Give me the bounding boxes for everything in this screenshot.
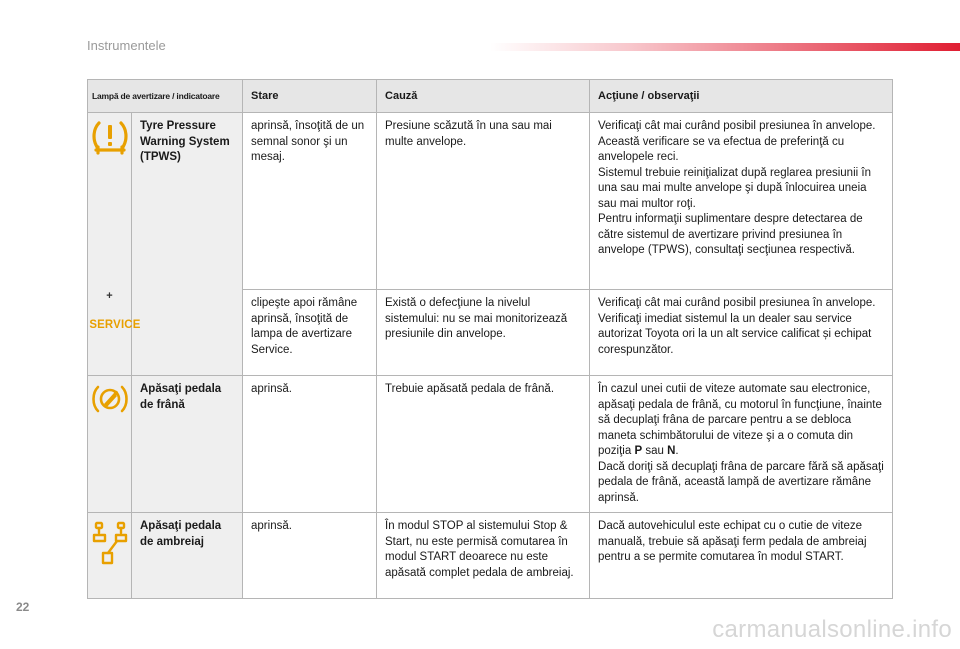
table-row bbox=[88, 513, 893, 599]
table-header-row bbox=[88, 80, 893, 113]
lamp-state: aprinsă, însoţită de un semnal sonor şi un mesaj. bbox=[243, 113, 377, 290]
lamp-icon-cell bbox=[88, 376, 132, 513]
action-line: Sistemul trebuie reiniţializat după reglarea presiunii în una sau mai multe anvelope şi după înlocuirea uneia sau mai multor roţi. bbox=[598, 166, 871, 210]
action-text: . bbox=[675, 445, 679, 457]
gear-n: N bbox=[667, 445, 676, 457]
header-action: Acţiune / observaţii bbox=[590, 80, 893, 113]
lamp-action bbox=[590, 290, 893, 376]
lamp-cause: Există o defecţiune la nivelul sistemului: nu se mai monitorizează presiunile din anvelope. bbox=[377, 290, 590, 376]
action-line: Această verificare se va efectua de preferinţă cu anvelopele reci. bbox=[598, 135, 845, 163]
table-row bbox=[88, 376, 893, 513]
action-line: Verificaţi cât mai curând posibil presiunea în anvelope. bbox=[598, 120, 876, 132]
table-row bbox=[88, 113, 893, 290]
service-warning-icon: SERVICE bbox=[89, 316, 141, 331]
header-cause: Cauză bbox=[377, 80, 590, 113]
lamp-state: clipeşte apoi rămâne aprinsă, însoţită de lampa de avertizare Service. bbox=[243, 290, 377, 376]
action-line: Verificaţi imediat sistemul la un dealer sau service autorizat Toyota ori la un alt service calificat și echipat corespunzător. bbox=[598, 312, 872, 356]
page-number: 22 bbox=[16, 600, 30, 614]
lamp-state: aprinsă. bbox=[243, 513, 377, 599]
watermark: carmanualsonline.info bbox=[712, 616, 952, 643]
lamp-action: Dacă autovehiculul este echipat cu o cutie de viteze manuală, trebuie să apăsaţi ferm pedala de ambreiaj pentru a se permite comutarea în modul START. bbox=[590, 513, 893, 599]
lamp-cause: Presiune scăzută în una sau mai multe anvelope. bbox=[377, 113, 590, 290]
action-line: Pentru informaţii suplimentare despre detectarea de către sistemul de avertizare privind presiunea în anvelope (TPWS), consultaţi secţiunea respectivă. bbox=[598, 213, 863, 256]
lamp-icon-cell bbox=[88, 113, 141, 376]
lamp-state: aprinsă. bbox=[243, 376, 377, 513]
plus-sign: + bbox=[106, 290, 113, 302]
section-title: Instrumentele bbox=[87, 38, 166, 53]
action-line: Verificaţi cât mai curând posibil presiunea în anvelope. bbox=[598, 297, 876, 309]
header-accent-bar bbox=[490, 43, 960, 51]
press-brake-pedal-icon bbox=[90, 382, 130, 416]
action-line: Dacă doriţi să decuplaţi frâna de parcare fără să apăsaţi pedala de frână, această lampă de avertizare rămâne aprinsă. bbox=[598, 460, 884, 504]
warning-lamp-table bbox=[87, 79, 893, 599]
action-line bbox=[598, 382, 884, 460]
action-text: sau bbox=[642, 445, 668, 457]
lamp-cause: În modul STOP al sistemului Stop & Start, nu este permisă comutarea în modul START deoarece nu este apăsată complet pedala de ambreiaj. bbox=[377, 513, 590, 599]
lamp-name: Apăsaţi pedala de frână bbox=[132, 376, 243, 513]
header-state: Stare bbox=[243, 80, 377, 113]
lamp-cause: Trebuie apăsată pedala de frână. bbox=[377, 376, 590, 513]
lamp-action bbox=[590, 113, 893, 290]
tyre-pressure-warning-icon bbox=[90, 117, 130, 159]
action-text: În cazul unei cutii de viteze automate sau electronice, apăsaţi pedala de frână, cu motorul în funcţiune, înainte să decuplaţi frâna de parcare pentru a se debloca maneta schimbătorului de viteze şi a o comuta din poziţia bbox=[598, 383, 882, 457]
gear-p: P bbox=[634, 445, 643, 457]
lamp-name: Tyre Pressure Warning System (TPWS) bbox=[132, 113, 243, 376]
press-clutch-pedal-icon bbox=[90, 519, 130, 567]
lamp-action bbox=[590, 376, 893, 513]
lamp-icon-cell bbox=[88, 513, 132, 599]
header-lamp: Lampă de avertizare / indicatoare bbox=[88, 80, 243, 113]
lamp-name: Apăsaţi pedala de ambreiaj bbox=[132, 513, 243, 599]
